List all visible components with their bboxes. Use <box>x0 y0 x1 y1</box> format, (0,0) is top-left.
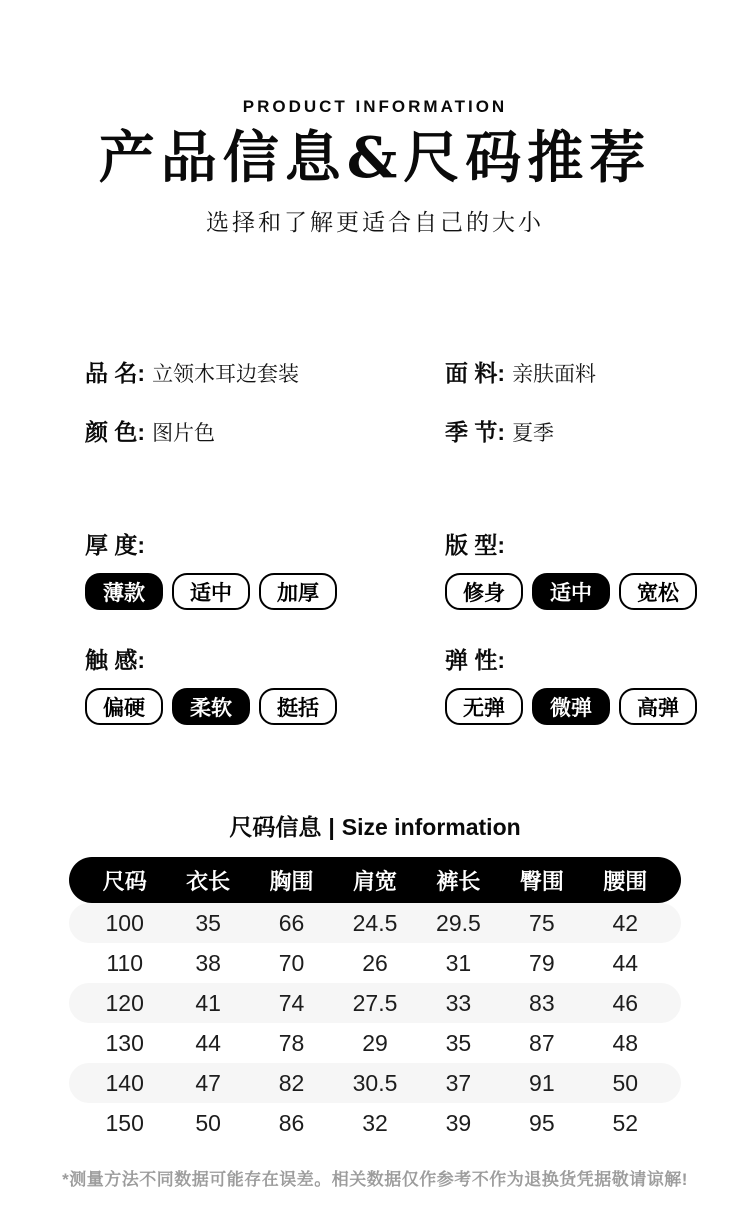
attr-label: 触 感: <box>85 647 146 673</box>
cell: 30.5 <box>352 1069 398 1096</box>
attr-label: 厚 度: <box>85 532 146 558</box>
cell: 87 <box>529 1029 555 1056</box>
cell: 46 <box>612 989 639 1016</box>
eyebrow-text: PRODUCT INFORMATION <box>242 97 508 116</box>
col-header: 胸围 <box>269 868 314 894</box>
cell: 75 <box>529 909 555 936</box>
table-row <box>69 983 681 1023</box>
page-subtitle: 选择和了解更适合自己的大小 <box>206 209 544 235</box>
pill-row <box>445 688 750 725</box>
size-heading-en: Size information <box>341 814 521 840</box>
table-row <box>69 1063 681 1103</box>
cell: 47 <box>195 1069 221 1096</box>
attr-option-pill: 无弹 <box>445 688 523 725</box>
page-title: 产品信息&尺码推荐 <box>98 125 652 191</box>
cell: 50 <box>612 1069 639 1096</box>
size-table <box>69 857 681 1143</box>
cell: 50 <box>195 1109 221 1136</box>
cell: 82 <box>278 1069 305 1096</box>
cell: 35 <box>195 909 221 936</box>
col-header: 衣长 <box>186 868 231 894</box>
cell: 24.5 <box>352 909 398 936</box>
col-header: 臀围 <box>519 868 564 894</box>
table-row <box>69 1023 681 1063</box>
attr-option-pill: 宽松 <box>619 573 697 610</box>
col-header: 肩宽 <box>352 868 397 894</box>
field-value: 立领木耳边套装 <box>152 363 300 386</box>
field-label: 面 料: <box>445 360 506 386</box>
cell: 27.5 <box>352 989 398 1016</box>
cell: 38 <box>195 949 221 976</box>
attr-option-pill: 修身 <box>445 573 523 610</box>
cell: 39 <box>445 1109 472 1136</box>
cell: 130 <box>105 1029 144 1056</box>
attr-group-fit <box>445 527 750 610</box>
cell: 35 <box>445 1029 472 1056</box>
pill-row <box>445 573 750 610</box>
cell: 66 <box>278 909 305 936</box>
cell: 120 <box>105 989 144 1016</box>
cell: 32 <box>362 1109 388 1136</box>
field-label: 品 名: <box>85 360 146 386</box>
field-fabric <box>445 355 750 388</box>
cell: 42 <box>612 909 639 936</box>
attr-option-pill: 柔软 <box>172 688 250 725</box>
attr-label: 弹 性: <box>445 647 506 673</box>
cell: 70 <box>278 949 305 976</box>
attr-label: 版 型: <box>445 532 506 558</box>
cell: 37 <box>445 1069 472 1096</box>
cell: 41 <box>195 989 221 1016</box>
cell: 48 <box>612 1029 639 1056</box>
cell: 26 <box>362 949 388 976</box>
size-section-heading <box>0 809 750 842</box>
attr-option-pill: 薄款 <box>85 573 163 610</box>
field-product-name <box>85 355 445 388</box>
col-header: 腰围 <box>603 868 648 894</box>
cell: 29.5 <box>436 909 481 936</box>
product-fields <box>0 355 750 447</box>
cell: 33 <box>445 989 472 1016</box>
cell: 110 <box>106 949 144 976</box>
field-label: 季 节: <box>445 419 506 445</box>
attr-option-pill: 微弹 <box>532 688 610 725</box>
col-header: 尺码 <box>102 868 147 894</box>
cell: 86 <box>278 1109 305 1136</box>
pill-row <box>85 573 445 610</box>
col-header: 裤长 <box>436 868 481 894</box>
cell: 83 <box>529 989 555 1016</box>
size-heading-zh: 尺码信息 <box>229 814 322 840</box>
attr-option-pill: 适中 <box>172 573 250 610</box>
attr-group-touch <box>85 642 445 725</box>
cell: 52 <box>612 1109 639 1136</box>
field-value: 夏季 <box>512 422 555 445</box>
cell: 150 <box>105 1109 144 1136</box>
cell: 29 <box>362 1029 388 1056</box>
table-row <box>69 943 681 983</box>
cell: 140 <box>105 1069 144 1096</box>
cell: 74 <box>278 989 305 1016</box>
attr-group-elasticity <box>445 642 750 725</box>
cell: 44 <box>612 949 639 976</box>
attribute-groups <box>0 527 750 725</box>
attr-group-thickness <box>85 527 445 610</box>
table-row <box>69 903 681 943</box>
cell: 79 <box>529 949 555 976</box>
field-label: 颜 色: <box>85 419 146 445</box>
field-color <box>85 414 445 447</box>
size-table-header <box>69 857 681 903</box>
attr-option-pill: 加厚 <box>259 573 337 610</box>
attr-option-pill: 适中 <box>532 573 610 610</box>
cell: 95 <box>529 1109 555 1136</box>
field-value: 亲肤面料 <box>512 363 597 386</box>
cell: 91 <box>529 1069 555 1096</box>
attr-option-pill: 挺括 <box>259 688 337 725</box>
cell: 100 <box>105 909 144 936</box>
field-value: 图片色 <box>152 422 216 445</box>
measurement-disclaimer: *测量方法不同数据可能存在误差。相关数据仅作参考不作为退换货凭据敬请谅解! <box>62 1170 688 1189</box>
cell: 31 <box>445 949 472 976</box>
attr-option-pill: 高弹 <box>619 688 697 725</box>
field-season <box>445 414 750 447</box>
size-heading-separator: | <box>328 814 335 840</box>
cell: 44 <box>195 1029 221 1056</box>
pill-row <box>85 688 445 725</box>
attr-option-pill: 偏硬 <box>85 688 163 725</box>
cell: 78 <box>278 1029 305 1056</box>
table-row <box>69 1103 681 1143</box>
